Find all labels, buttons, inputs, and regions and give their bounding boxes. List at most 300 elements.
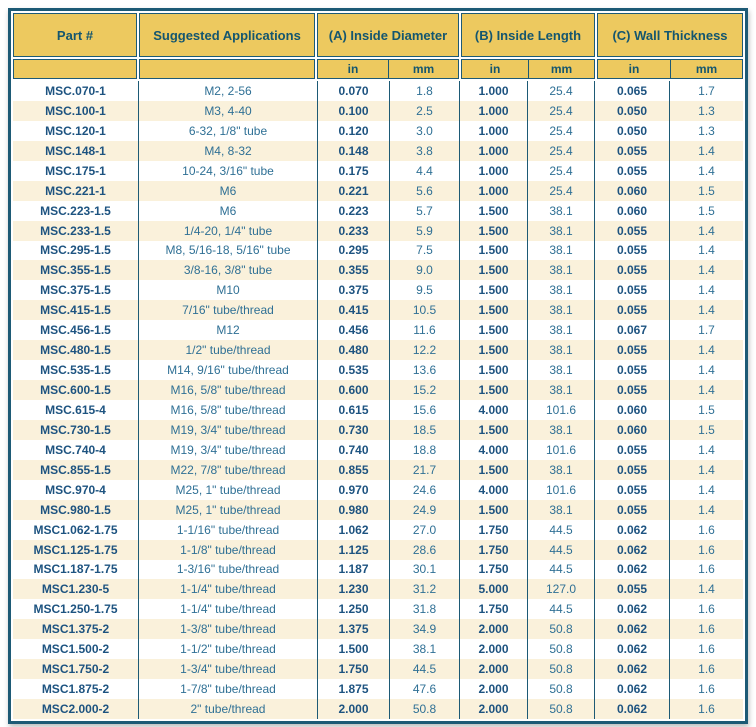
cell-wall-thickness-in: 0.055 <box>594 300 669 320</box>
cell-inside-length-mm: 38.1 <box>527 420 594 440</box>
cell-inside-length-mm: 38.1 <box>527 320 594 340</box>
cell-inside-length-mm: 25.4 <box>527 121 594 141</box>
cell-inside-diameter-mm: 15.6 <box>389 400 459 420</box>
cell-suggested-applications: M2, 2-56 <box>138 81 317 101</box>
cell-inside-diameter-mm: 18.8 <box>389 440 459 460</box>
cell-suggested-applications: 1/4-20, 1/4" tube <box>138 221 317 241</box>
cell-wall-thickness-mm: 1.4 <box>669 260 743 280</box>
cell-inside-length-in: 1.500 <box>459 221 527 241</box>
cell-inside-diameter-mm: 24.9 <box>389 500 459 520</box>
cell-part-number: MSC.175-1 <box>45 163 106 178</box>
cell-wall-thickness-in: 0.055 <box>594 480 669 500</box>
table-row <box>13 300 743 320</box>
cell-inside-length-in: 2.000 <box>459 659 527 679</box>
cell-inside-length-mm: 25.4 <box>527 141 594 161</box>
cell-part-number: MSC.855-1.5 <box>40 462 111 477</box>
cell-wall-thickness-in: 0.055 <box>594 500 669 520</box>
cell-part-number: MSC.295-1.5 <box>40 243 111 258</box>
cell-suggested-applications: 1-3/16" tube/thread <box>138 560 317 580</box>
cell-suggested-applications: M3, 4-40 <box>138 101 317 121</box>
cell-inside-length-in: 1.500 <box>459 201 527 221</box>
cell-inside-diameter-in: 0.600 <box>317 380 389 400</box>
cell-wall-thickness-in: 0.055 <box>594 579 669 599</box>
cell-wall-thickness-mm: 1.6 <box>669 599 743 619</box>
cell-part-number: MSC.456-1.5 <box>40 323 111 338</box>
cell-part-number: MSC1.250-1.75 <box>33 602 118 617</box>
cell-inside-length-in: 1.500 <box>459 380 527 400</box>
cell-suggested-applications: M6 <box>138 181 317 201</box>
column-header-wall-thickness: (C) Wall Thickness <box>597 13 743 57</box>
cell-inside-length-in: 1.500 <box>459 300 527 320</box>
cell-suggested-applications: 1-1/4" tube/thread <box>138 599 317 619</box>
cell-wall-thickness-mm: 1.6 <box>669 679 743 699</box>
cell-inside-diameter-in: 0.175 <box>317 161 389 181</box>
cell-inside-length-mm: 38.1 <box>527 500 594 520</box>
cell-wall-thickness-in: 0.065 <box>594 81 669 101</box>
cell-inside-diameter-mm: 27.0 <box>389 520 459 540</box>
cell-inside-length-in: 1.500 <box>459 460 527 480</box>
cell-part-number: MSC.148-1 <box>45 143 106 158</box>
cell-inside-diameter-in: 0.740 <box>317 440 389 460</box>
cell-inside-length-mm: 50.8 <box>527 699 594 719</box>
cell-part-number: MSC1.125-1.75 <box>33 542 118 557</box>
cell-suggested-applications: M4, 8-32 <box>138 141 317 161</box>
cell-part-number: MSC1.875-2 <box>41 682 110 697</box>
table-row <box>13 121 743 141</box>
unit-in-label: in <box>347 62 359 76</box>
cell-inside-diameter-in: 0.415 <box>317 300 389 320</box>
cell-inside-length-in: 1.500 <box>459 260 527 280</box>
cell-inside-diameter-in: 1.875 <box>317 679 389 699</box>
cell-inside-diameter-mm: 2.5 <box>389 101 459 121</box>
cell-inside-diameter-in: 0.480 <box>317 340 389 360</box>
cell-inside-length-in: 1.000 <box>459 161 527 181</box>
table-row <box>13 500 743 520</box>
cell-inside-length-in: 1.750 <box>459 520 527 540</box>
cell-wall-thickness-in: 0.060 <box>594 201 669 221</box>
cell-inside-length-in: 1.500 <box>459 500 527 520</box>
table-row <box>13 81 743 101</box>
cell-wall-thickness-in: 0.060 <box>594 181 669 201</box>
cell-wall-thickness-in: 0.055 <box>594 340 669 360</box>
cell-inside-length-in: 1.500 <box>459 420 527 440</box>
cell-inside-length-mm: 127.0 <box>527 579 594 599</box>
cell-inside-diameter-in: 0.355 <box>317 260 389 280</box>
cell-wall-thickness-mm: 1.4 <box>669 500 743 520</box>
cell-wall-thickness-mm: 1.6 <box>669 639 743 659</box>
table-row <box>13 181 743 201</box>
cell-wall-thickness-mm: 1.6 <box>669 699 743 719</box>
cell-inside-diameter-mm: 47.6 <box>389 679 459 699</box>
cell-inside-diameter-mm: 9.0 <box>389 260 459 280</box>
cell-wall-thickness-in: 0.062 <box>594 639 669 659</box>
cell-part-number: MSC.100-1 <box>45 103 106 118</box>
cell-inside-length-mm: 38.1 <box>527 280 594 300</box>
cell-inside-length-in: 1.750 <box>459 540 527 560</box>
cell-part-number: MSC.970-4 <box>45 482 106 497</box>
cell-wall-thickness-in: 0.062 <box>594 540 669 560</box>
cell-suggested-applications: M25, 1" tube/thread <box>138 500 317 520</box>
cell-part-number: MSC.070-1 <box>45 83 106 98</box>
cell-wall-thickness-mm: 1.6 <box>669 619 743 639</box>
cell-inside-diameter-in: 0.980 <box>317 500 389 520</box>
cell-inside-diameter-in: 0.120 <box>317 121 389 141</box>
cell-inside-diameter-mm: 10.5 <box>389 300 459 320</box>
cell-part-number: MSC.730-1.5 <box>40 422 111 437</box>
cell-wall-thickness-in: 0.062 <box>594 520 669 540</box>
cell-inside-length-in: 4.000 <box>459 480 527 500</box>
cell-inside-diameter-mm: 5.7 <box>389 201 459 221</box>
cell-wall-thickness-in: 0.062 <box>594 679 669 699</box>
cell-inside-length-mm: 38.1 <box>527 201 594 221</box>
cell-wall-thickness-mm: 1.3 <box>669 101 743 121</box>
cell-inside-diameter-mm: 30.1 <box>389 560 459 580</box>
cell-suggested-applications: M25, 1" tube/thread <box>138 480 317 500</box>
table-row <box>13 679 743 699</box>
table-row <box>13 141 743 161</box>
cell-inside-length-in: 4.000 <box>459 440 527 460</box>
column-header-part-number: Part # <box>13 13 137 57</box>
cell-inside-length-mm: 38.1 <box>527 380 594 400</box>
cell-part-number: MSC1.750-2 <box>41 662 110 677</box>
table-row <box>13 380 743 400</box>
cell-suggested-applications: M12 <box>138 320 317 340</box>
table-row <box>13 320 743 340</box>
cell-inside-diameter-mm: 28.6 <box>389 540 459 560</box>
cell-wall-thickness-mm: 1.3 <box>669 121 743 141</box>
unit-in-label: in <box>628 62 640 76</box>
cell-inside-diameter-mm: 12.2 <box>389 340 459 360</box>
cell-suggested-applications: M16, 5/8" tube/thread <box>138 380 317 400</box>
cell-inside-diameter-mm: 7.5 <box>389 241 459 261</box>
cell-wall-thickness-in: 0.062 <box>594 619 669 639</box>
table-row <box>13 420 743 440</box>
cell-inside-length-in: 1.750 <box>459 599 527 619</box>
cell-inside-length-mm: 44.5 <box>527 599 594 619</box>
cell-wall-thickness-in: 0.055 <box>594 161 669 181</box>
cell-part-number: MSC2.000-2 <box>41 702 110 717</box>
cell-part-number: MSC1.500-2 <box>41 642 110 657</box>
cell-wall-thickness-mm: 1.4 <box>669 241 743 261</box>
cell-inside-diameter-mm: 9.5 <box>389 280 459 300</box>
cell-wall-thickness-in: 0.055 <box>594 360 669 380</box>
cell-wall-thickness-in: 0.055 <box>594 280 669 300</box>
cell-inside-diameter-mm: 3.8 <box>389 141 459 161</box>
cell-inside-length-in: 1.000 <box>459 141 527 161</box>
cell-suggested-applications: 6-32, 1/8" tube <box>138 121 317 141</box>
cell-inside-diameter-mm: 24.6 <box>389 480 459 500</box>
cell-wall-thickness-in: 0.055 <box>594 241 669 261</box>
cell-wall-thickness-in: 0.055 <box>594 380 669 400</box>
table-row <box>13 579 743 599</box>
cell-wall-thickness-in: 0.067 <box>594 320 669 340</box>
cell-inside-diameter-in: 0.615 <box>317 400 389 420</box>
header-filler-applications <box>139 59 315 79</box>
cell-wall-thickness-in: 0.055 <box>594 440 669 460</box>
cell-inside-diameter-mm: 50.8 <box>389 699 459 719</box>
cell-wall-thickness-in: 0.062 <box>594 599 669 619</box>
cell-wall-thickness-mm: 1.4 <box>669 360 743 380</box>
cell-wall-thickness-mm: 1.4 <box>669 579 743 599</box>
cell-wall-thickness-in: 0.055 <box>594 260 669 280</box>
cell-suggested-applications: 1-1/2" tube/thread <box>138 639 317 659</box>
table-row <box>13 260 743 280</box>
cell-inside-length-mm: 38.1 <box>527 221 594 241</box>
cell-inside-diameter-in: 0.070 <box>317 81 389 101</box>
cell-inside-diameter-in: 0.223 <box>317 201 389 221</box>
table-row <box>13 659 743 679</box>
cell-inside-length-in: 1.500 <box>459 280 527 300</box>
unit-mm-label: mm <box>388 60 458 78</box>
cell-wall-thickness-in: 0.055 <box>594 141 669 161</box>
cell-inside-diameter-in: 0.100 <box>317 101 389 121</box>
cell-inside-length-in: 5.000 <box>459 579 527 599</box>
cell-part-number: MSC.740-4 <box>45 442 106 457</box>
cell-inside-diameter-in: 1.230 <box>317 579 389 599</box>
cell-inside-diameter-in: 0.730 <box>317 420 389 440</box>
cell-inside-diameter-mm: 44.5 <box>389 659 459 679</box>
cell-inside-length-in: 1.500 <box>459 241 527 261</box>
cell-suggested-applications: M16, 5/8" tube/thread <box>138 400 317 420</box>
cell-inside-length-in: 2.000 <box>459 619 527 639</box>
cell-wall-thickness-in: 0.050 <box>594 101 669 121</box>
cell-inside-length-mm: 38.1 <box>527 300 594 320</box>
cell-inside-diameter-in: 0.375 <box>317 280 389 300</box>
cell-part-number: MSC1.187-1.75 <box>33 562 118 577</box>
cell-wall-thickness-mm: 1.4 <box>669 221 743 241</box>
cell-suggested-applications: 1-3/4" tube/thread <box>138 659 317 679</box>
cell-inside-diameter-in: 1.500 <box>317 639 389 659</box>
cell-inside-diameter-mm: 13.6 <box>389 360 459 380</box>
table-row <box>13 161 743 181</box>
cell-inside-length-mm: 101.6 <box>527 440 594 460</box>
cell-inside-length-in: 1.500 <box>459 360 527 380</box>
table-row <box>13 241 743 261</box>
cell-part-number: MSC1.062-1.75 <box>33 522 118 537</box>
table-row <box>13 619 743 639</box>
unit-header-thickness <box>597 59 743 79</box>
cell-suggested-applications: 3/8-16, 3/8" tube <box>138 260 317 280</box>
cell-inside-length-in: 2.000 <box>459 679 527 699</box>
cell-wall-thickness-mm: 1.6 <box>669 659 743 679</box>
table-row <box>13 699 743 719</box>
table-row <box>13 560 743 580</box>
cell-inside-diameter-in: 0.855 <box>317 460 389 480</box>
cell-inside-length-mm: 50.8 <box>527 659 594 679</box>
cell-inside-length-in: 1.750 <box>459 560 527 580</box>
cell-part-number: MSC.615-4 <box>45 402 106 417</box>
cell-inside-diameter-in: 0.295 <box>317 241 389 261</box>
cell-suggested-applications: 1-3/8" tube/thread <box>138 619 317 639</box>
table-row <box>13 460 743 480</box>
cell-inside-diameter-in: 0.148 <box>317 141 389 161</box>
cell-inside-diameter-mm: 21.7 <box>389 460 459 480</box>
cell-inside-length-mm: 38.1 <box>527 460 594 480</box>
cell-inside-length-mm: 101.6 <box>527 400 594 420</box>
cell-inside-length-mm: 38.1 <box>527 360 594 380</box>
cell-suggested-applications: 1-1/16" tube/thread <box>138 520 317 540</box>
cell-inside-diameter-in: 1.187 <box>317 560 389 580</box>
cell-part-number: MSC.600-1.5 <box>40 383 111 398</box>
cell-inside-length-in: 2.000 <box>459 639 527 659</box>
cell-wall-thickness-in: 0.055 <box>594 221 669 241</box>
cell-inside-length-mm: 44.5 <box>527 540 594 560</box>
cell-inside-length-in: 4.000 <box>459 400 527 420</box>
table-row <box>13 639 743 659</box>
table-row <box>13 440 743 460</box>
cell-inside-diameter-mm: 11.6 <box>389 320 459 340</box>
table-row <box>13 540 743 560</box>
cell-inside-length-mm: 101.6 <box>527 480 594 500</box>
cell-inside-diameter-mm: 15.2 <box>389 380 459 400</box>
cell-part-number: MSC.535-1.5 <box>40 363 111 378</box>
cell-suggested-applications: M22, 7/8" tube/thread <box>138 460 317 480</box>
cell-part-number: MSC.375-1.5 <box>40 283 111 298</box>
cell-inside-diameter-mm: 31.8 <box>389 599 459 619</box>
cell-inside-diameter-in: 0.221 <box>317 181 389 201</box>
cell-wall-thickness-mm: 1.4 <box>669 440 743 460</box>
table-row <box>13 221 743 241</box>
unit-mm-label: mm <box>528 60 594 78</box>
cell-wall-thickness-in: 0.055 <box>594 460 669 480</box>
cell-inside-diameter-mm: 5.9 <box>389 221 459 241</box>
cell-inside-diameter-in: 1.750 <box>317 659 389 679</box>
cell-inside-diameter-in: 1.250 <box>317 599 389 619</box>
cell-wall-thickness-mm: 1.5 <box>669 420 743 440</box>
cell-suggested-applications: 1/2" tube/thread <box>138 340 317 360</box>
cell-inside-length-mm: 50.8 <box>527 639 594 659</box>
cell-inside-length-mm: 44.5 <box>527 520 594 540</box>
table-row <box>13 480 743 500</box>
cell-inside-length-mm: 25.4 <box>527 81 594 101</box>
cell-inside-diameter-in: 0.233 <box>317 221 389 241</box>
cell-inside-diameter-in: 0.535 <box>317 360 389 380</box>
cell-inside-diameter-in: 1.375 <box>317 619 389 639</box>
cell-wall-thickness-mm: 1.4 <box>669 300 743 320</box>
table-row <box>13 360 743 380</box>
cell-suggested-applications: 2" tube/thread <box>138 699 317 719</box>
cell-inside-length-in: 1.000 <box>459 101 527 121</box>
table-row <box>13 340 743 360</box>
cell-wall-thickness-mm: 1.7 <box>669 81 743 101</box>
unit-in-label: in <box>489 62 501 76</box>
cell-inside-diameter-in: 1.062 <box>317 520 389 540</box>
unit-mm-label: mm <box>670 60 742 78</box>
cell-wall-thickness-in: 0.062 <box>594 699 669 719</box>
cell-inside-length-mm: 44.5 <box>527 560 594 580</box>
cell-inside-diameter-mm: 5.6 <box>389 181 459 201</box>
cell-part-number: MSC.120-1 <box>45 123 106 138</box>
cell-wall-thickness-mm: 1.5 <box>669 201 743 221</box>
cell-wall-thickness-mm: 1.4 <box>669 460 743 480</box>
cell-inside-length-in: 1.000 <box>459 121 527 141</box>
cell-part-number: MSC.480-1.5 <box>40 343 111 358</box>
cell-inside-diameter-in: 0.970 <box>317 480 389 500</box>
cell-inside-diameter-mm: 1.8 <box>389 81 459 101</box>
cell-inside-length-in: 1.000 <box>459 81 527 101</box>
table-row <box>13 520 743 540</box>
cell-inside-diameter-mm: 34.9 <box>389 619 459 639</box>
unit-header-diameter <box>317 59 459 79</box>
cell-suggested-applications: M14, 9/16" tube/thread <box>138 360 317 380</box>
cell-inside-diameter-in: 2.000 <box>317 699 389 719</box>
table-body <box>13 81 743 719</box>
cell-wall-thickness-mm: 1.5 <box>669 181 743 201</box>
cell-inside-length-mm: 25.4 <box>527 181 594 201</box>
cell-inside-diameter-mm: 4.4 <box>389 161 459 181</box>
cell-wall-thickness-in: 0.062 <box>594 659 669 679</box>
cell-suggested-applications: M19, 3/4" tube/thread <box>138 440 317 460</box>
cell-inside-length-mm: 50.8 <box>527 619 594 639</box>
cell-inside-diameter-mm: 18.5 <box>389 420 459 440</box>
table-row <box>13 599 743 619</box>
unit-header-length <box>461 59 595 79</box>
cell-part-number: MSC1.375-2 <box>41 622 110 637</box>
cell-inside-length-mm: 38.1 <box>527 241 594 261</box>
cell-part-number: MSC.980-1.5 <box>40 502 111 517</box>
cell-inside-length-in: 2.000 <box>459 699 527 719</box>
cell-wall-thickness-mm: 1.4 <box>669 280 743 300</box>
cell-inside-length-in: 1.000 <box>459 181 527 201</box>
cell-wall-thickness-in: 0.050 <box>594 121 669 141</box>
cell-part-number: MSC.415-1.5 <box>40 303 111 318</box>
cell-suggested-applications: 1-1/8" tube/thread <box>138 540 317 560</box>
cell-wall-thickness-mm: 1.4 <box>669 340 743 360</box>
cell-part-number: MSC.355-1.5 <box>40 263 111 278</box>
cell-wall-thickness-mm: 1.6 <box>669 540 743 560</box>
cell-part-number: MSC.233-1.5 <box>40 223 111 238</box>
cell-wall-thickness-mm: 1.4 <box>669 380 743 400</box>
column-header-inside-diameter: (A) Inside Diameter <box>317 13 459 57</box>
cell-suggested-applications: M8, 5/16-18, 5/16" tube <box>138 241 317 261</box>
cell-wall-thickness-mm: 1.6 <box>669 520 743 540</box>
cell-inside-length-mm: 25.4 <box>527 101 594 121</box>
cell-wall-thickness-in: 0.060 <box>594 400 669 420</box>
cell-part-number: MSC1.230-5 <box>41 582 110 597</box>
cell-inside-length-in: 1.500 <box>459 320 527 340</box>
table-row <box>13 201 743 221</box>
table-row <box>13 400 743 420</box>
cell-inside-diameter-in: 0.456 <box>317 320 389 340</box>
cell-suggested-applications: M10 <box>138 280 317 300</box>
cell-part-number: MSC.223-1.5 <box>40 203 111 218</box>
cell-wall-thickness-mm: 1.4 <box>669 480 743 500</box>
cell-suggested-applications: 1-1/4" tube/thread <box>138 579 317 599</box>
header-filler-part <box>13 59 137 79</box>
cell-wall-thickness-mm: 1.6 <box>669 560 743 580</box>
table-row <box>13 101 743 121</box>
column-header-suggested-applications: Suggested Applications <box>139 13 315 57</box>
table-header <box>13 13 743 79</box>
cell-inside-length-mm: 25.4 <box>527 161 594 181</box>
cell-wall-thickness-mm: 1.5 <box>669 400 743 420</box>
cell-wall-thickness-in: 0.062 <box>594 560 669 580</box>
cell-suggested-applications: 1-7/8" tube/thread <box>138 679 317 699</box>
cell-wall-thickness-mm: 1.4 <box>669 161 743 181</box>
cell-inside-diameter-mm: 38.1 <box>389 639 459 659</box>
cell-suggested-applications: M6 <box>138 201 317 221</box>
cell-part-number: MSC.221-1 <box>45 183 106 198</box>
cell-suggested-applications: 10-24, 3/16" tube <box>138 161 317 181</box>
table-row <box>13 280 743 300</box>
cell-wall-thickness-in: 0.060 <box>594 420 669 440</box>
cell-wall-thickness-mm: 1.4 <box>669 141 743 161</box>
cell-suggested-applications: M19, 3/4" tube/thread <box>138 420 317 440</box>
cell-inside-length-mm: 38.1 <box>527 340 594 360</box>
cell-inside-length-mm: 50.8 <box>527 679 594 699</box>
cell-inside-length-in: 1.500 <box>459 340 527 360</box>
cell-inside-diameter-mm: 3.0 <box>389 121 459 141</box>
